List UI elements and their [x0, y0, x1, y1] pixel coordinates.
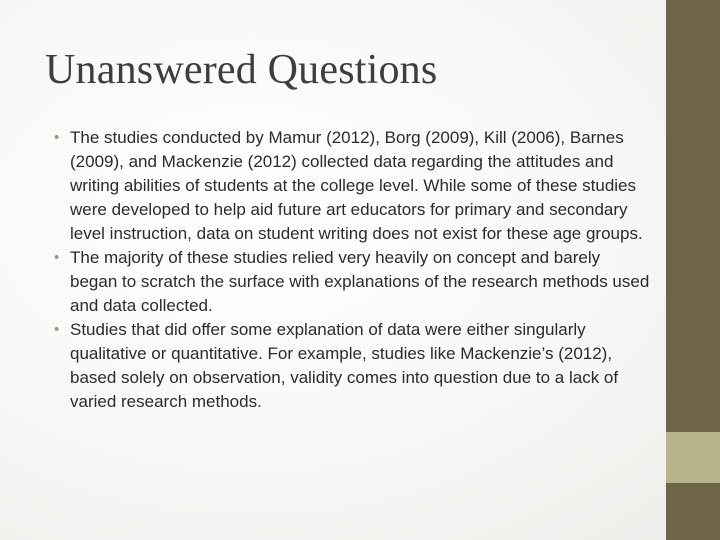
- bullet-marker: •: [54, 321, 60, 338]
- sidebar-band-accent: [666, 432, 720, 483]
- bullet-text: The studies conducted by Mamur (2012), Borg (2009), Kill (2006), Barnes (2009), and Mackenzie (2012) collected data regarding the attitudes and writing abilities of students at the college level. While some of these studies were developed to help aid future art educators for primary and secondary level instruction, data on student writing does not exist for these age groups.: [70, 128, 643, 243]
- bullet-marker: •: [54, 249, 60, 266]
- bullet-text: Studies that did offer some explanation of data were either singularly qualitative or quantitative. For example, studies like Mackenzie’s (2012), based solely on observation, validity comes into question due to a lack of varied research methods.: [70, 320, 619, 411]
- bullet-item: [52, 318, 652, 414]
- sidebar-band-bottom: [666, 483, 720, 540]
- slide-title: Unanswered Questions: [45, 47, 438, 93]
- sidebar-band-top: [666, 0, 720, 432]
- bullet-item: [52, 126, 652, 246]
- bullet-item: [52, 246, 652, 318]
- bullet-text: The majority of these studies relied very heavily on concept and barely began to scratch the surface with explanations of the research methods used and data collected.: [70, 248, 650, 315]
- bullet-list: [52, 126, 652, 414]
- bullet-marker: •: [54, 129, 60, 146]
